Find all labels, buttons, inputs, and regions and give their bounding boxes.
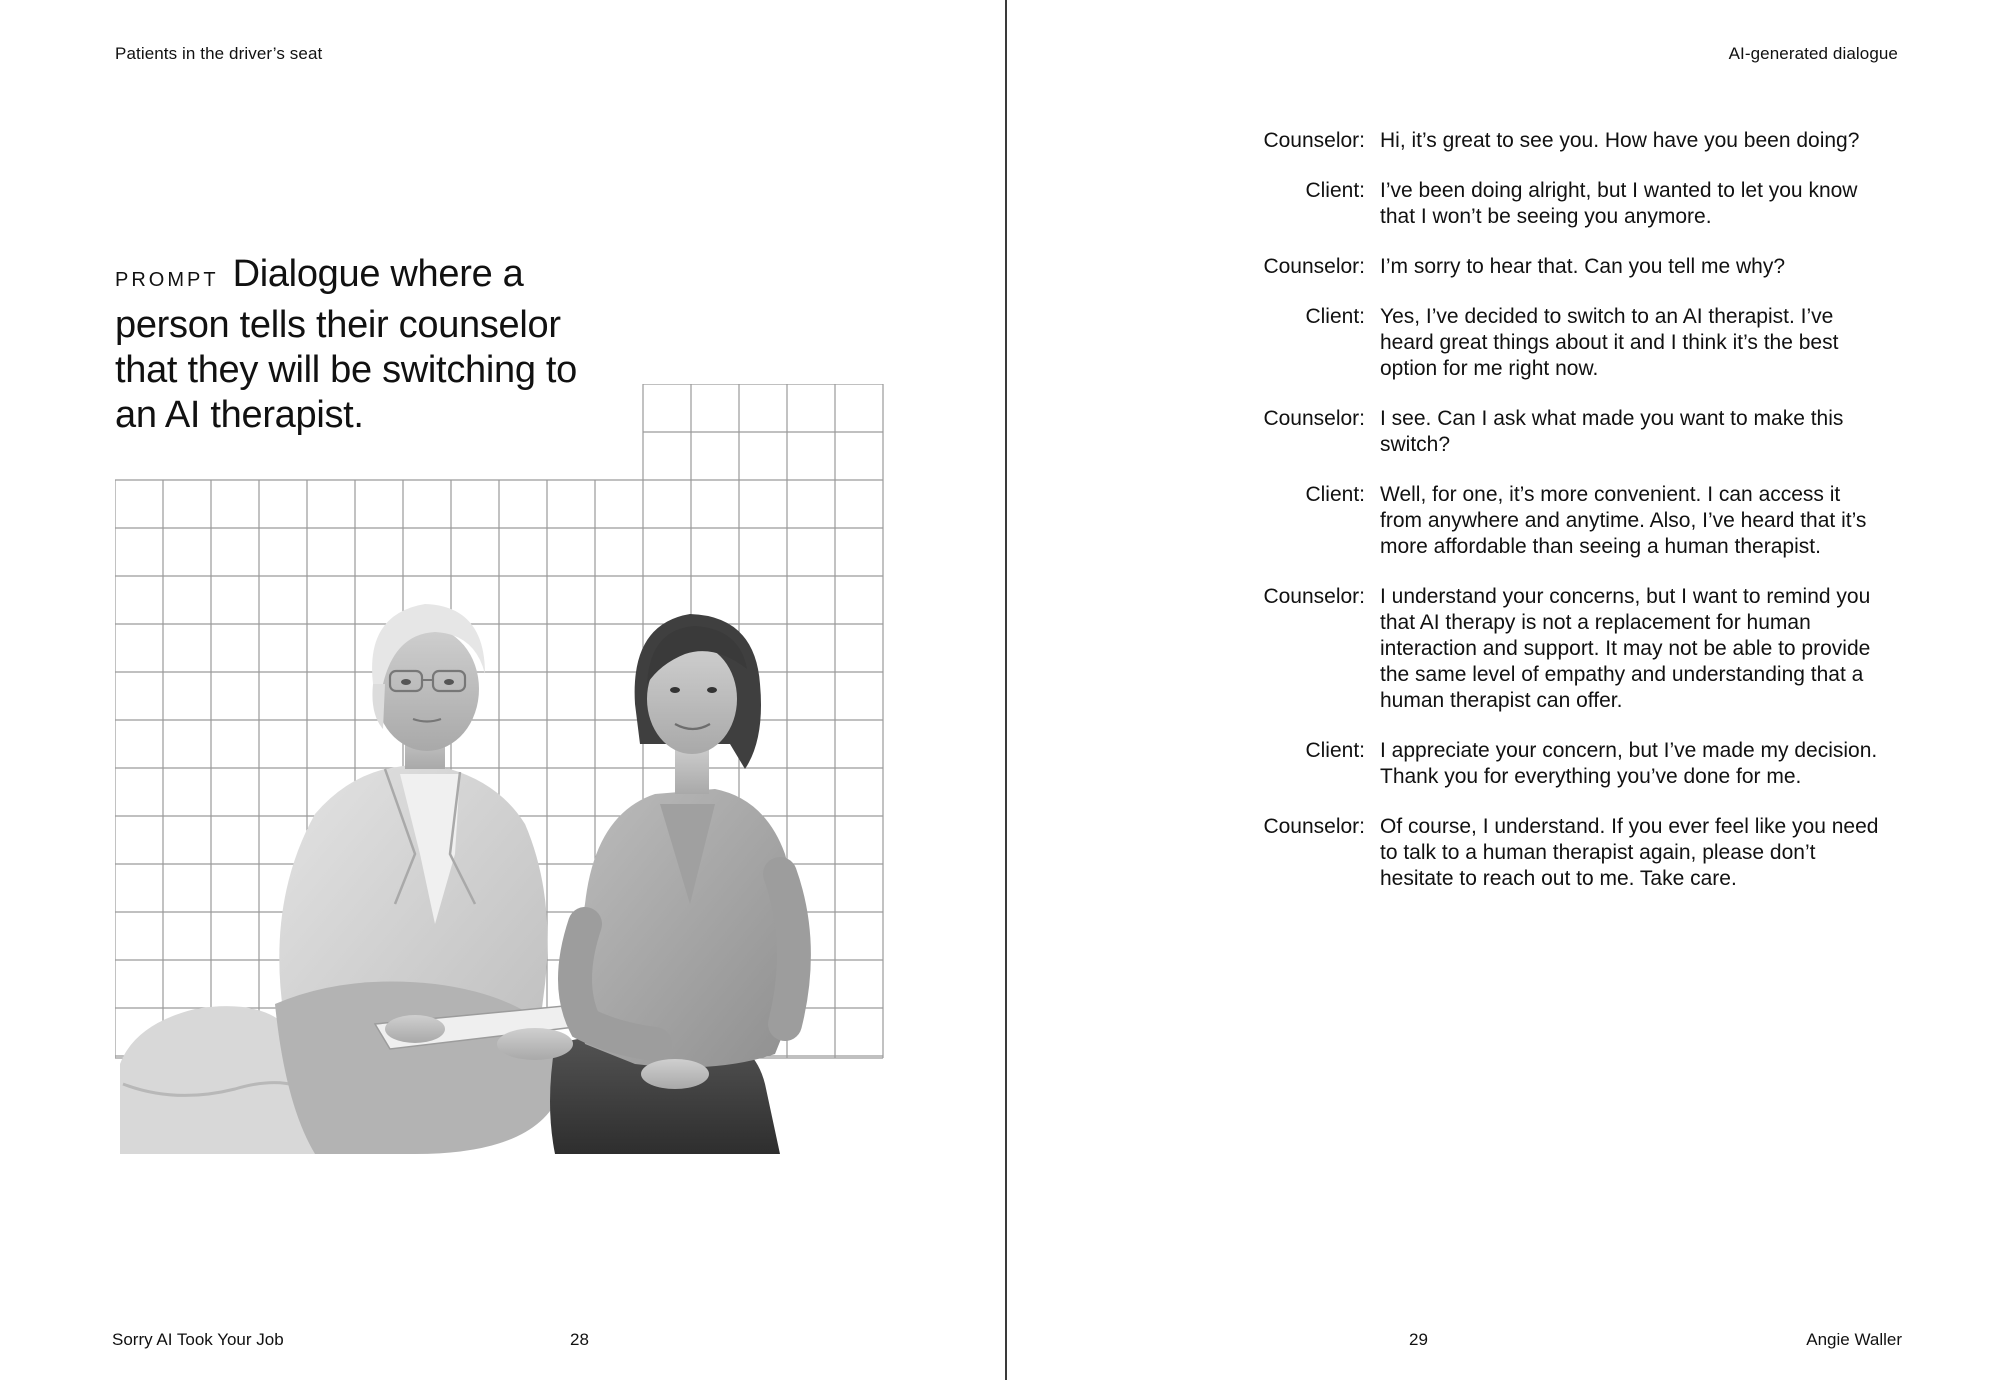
- dialogue-text: I’ve been doing alright, but I wanted to let you know that I won’t be seeing you anymore.: [1380, 179, 1858, 228]
- dialogue-line: [1007, 584, 2000, 714]
- dialogue-line: [1007, 128, 2000, 154]
- dialogue-line: [1007, 178, 2000, 230]
- running-head-right: AI-generated dialogue: [1728, 44, 1898, 63]
- dialogue-line: [1007, 304, 2000, 382]
- running-head-left: Patients in the driver’s seat: [115, 44, 323, 63]
- dialogue-speaker: Client:: [1305, 483, 1365, 506]
- counseling-photo: [115, 384, 885, 1154]
- page-number-left: 28: [570, 1330, 589, 1349]
- prompt-text: Dialogue where a person tells their counselor that they will be switching to an AI therapist.: [115, 253, 578, 436]
- prompt-label: PROMPT: [115, 269, 219, 291]
- dialogue-speaker: Counselor:: [1263, 585, 1365, 608]
- counselor-lap: [275, 982, 560, 1155]
- dialogue-line: [1007, 738, 2000, 790]
- page-number-right: 29: [1409, 1330, 1428, 1349]
- right-page: [1007, 0, 2000, 1380]
- photo-with-grid: [115, 384, 885, 1154]
- dialogue-text: I see. Can I ask what made you want to make this switch?: [1380, 407, 1844, 456]
- dialogue-line: [1007, 254, 2000, 280]
- dialogue-line: [1007, 406, 2000, 458]
- dialogue-speaker: Client:: [1305, 305, 1365, 328]
- footer-author: Angie Waller: [1806, 1330, 1902, 1349]
- dialogue-speaker: Counselor:: [1263, 255, 1365, 278]
- dialogue-text: I’m sorry to hear that. Can you tell me why?: [1380, 255, 1785, 278]
- dialogue-speaker: Counselor:: [1263, 129, 1365, 152]
- dialogue-speaker: Counselor:: [1263, 815, 1365, 838]
- dialogue-text: Of course, I understand. If you ever feel like you need to talk to a human therapist again, please don’t hesitate to reach out to me. Take care.: [1380, 815, 1879, 890]
- dialogue-text: I appreciate your concern, but I’ve made my decision. Thank you for everything you’ve done for me.: [1380, 739, 1878, 788]
- dialogue: [1007, 128, 2000, 916]
- dialogue-speaker: Counselor:: [1263, 407, 1365, 430]
- dialogue-line: [1007, 814, 2000, 892]
- dialogue-speaker: Client:: [1305, 179, 1365, 202]
- dialogue-text: I understand your concerns, but I want to remind you that AI therapy is not a replacement for human interaction and support. It may not be able to provide the same level of empathy and understanding that a human therapist can offer.: [1380, 585, 1871, 712]
- dialogue-text: Hi, it’s great to see you. How have you been doing?: [1380, 129, 1860, 152]
- dialogue-text: Well, for one, it’s more convenient. I can access it from anywhere and anytime. Also, I’ve heard that it’s more affordable than seeing a human therapist.: [1380, 483, 1867, 558]
- dialogue-line: [1007, 482, 2000, 560]
- footer-book-title: Sorry AI Took Your Job: [112, 1330, 284, 1349]
- dialogue-text: Yes, I’ve decided to switch to an AI therapist. I’ve heard great things about it and I think it’s the best option for me right now.: [1380, 305, 1839, 380]
- dialogue-speaker: Client:: [1305, 739, 1365, 762]
